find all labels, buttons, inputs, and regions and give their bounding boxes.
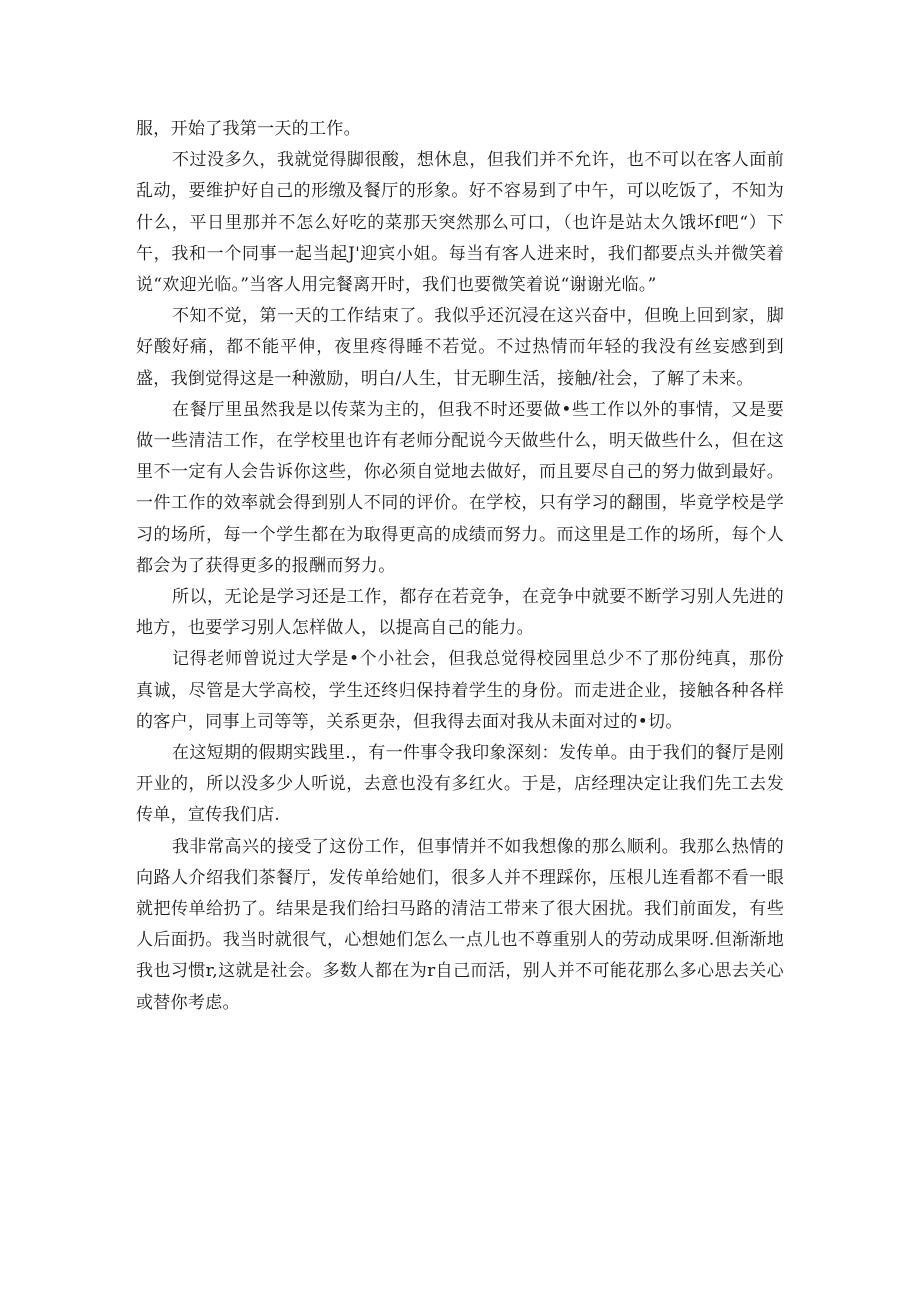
document-body	[136, 114, 784, 1019]
paragraph-8: 我非常高兴的接受了这份工作，但事情并不如我想像的那么顺利。我那么热情的向路人介绍我们茶餐厅，发传单给她们，很多人并不理踩你，压根儿连看都不看一眼就把传单给扔了。结果是我们给扫马路的清洁工带来了很大困扰。我们前面发，有些人后面扔。我当时就很气，心想她们怎么一点儿也不尊重别人的劳动成果呀.但渐渐地我也习惯r,这就是社会。多数人都在为r自己而活，别人并不可能花那么多心思去关心或替你考虑。	[136, 836, 784, 1013]
paragraph-2: 不过没多久，我就觉得脚很酸，想休息，但我们并不允许，也不可以在客人面前乱动，要维护好自己的形缴及餐厅的形象。好不容易到了中午，可以吃饭了，不知为什么，平日里那并不怎么好吃的菜那天突然那么可口，（也许是站太久饿坏f吧“）下午，我和一个同事一起当起J'迎宾小姐。每当有客人进来时，我们都要点头并微笑着说“欢迎光临。”当客人用完餐离开时，我们也要微笑着说“谢谢光临。”	[136, 150, 784, 296]
paragraph-4: 在餐厅里虽然我是以传菜为主的，但我不时还要做•些工作以外的事情，又是要做一些清洁工作，在学校里也许有老师分配说今天做些什么，明天做些什么，但在这里不一定有人会告诉你这些，你必须自觉地去做好，而且要尽自己的努力做到最好。一件工作的效率就会得到别人不同的评价。在学校，只有学习的翻围，毕竟学校是学习的场所，每一个学生都在为取得更高的成绩而努力。而这里是工作的场所，每个人都会为了获得更多的报酬而努力。	[136, 399, 784, 576]
paragraph-5: 所以，无论是学习还是工作，都存在若竞争，在竞争中就要不断学习别人先进的地方，也要学习别人怎样做人，以提高自己的能力。	[136, 587, 784, 639]
paragraph-1: 服，开始了我第一天的工作。	[136, 119, 361, 139]
paragraph-3: 不知不觉，第一天的工作结束了。我似乎还沉浸在这兴奋中，但晚上回到家，脚好酸好痛，都不能平伸，夜里疼得睡不若觉。不过热情而年轻的我没有丝妄感到到盛，我倒觉得这是一种激励，明白/人生，甘无聊生活，接触/社会，了解了未来。	[136, 306, 784, 389]
paragraph-7: 在这短期的假期实践里.，有一件事令我印象深刻：发传单。由于我们的餐厅是刚开业的，所以没多少人听说，去意也没有多红火。于是，店经理决定让我们先工去发传单，宣传我们店.	[136, 743, 784, 826]
paragraph-6: 记得老师曾说过大学是•个小社会，但我总觉得校园里总少不了那份纯真，那份真诚，尽管是大学高校，学生还终归保持着学生的身份。而走进企业，接触各种各样的客户，同事上司等等，关系更杂，但我得去面对我从未面对过的•切。	[136, 649, 784, 732]
